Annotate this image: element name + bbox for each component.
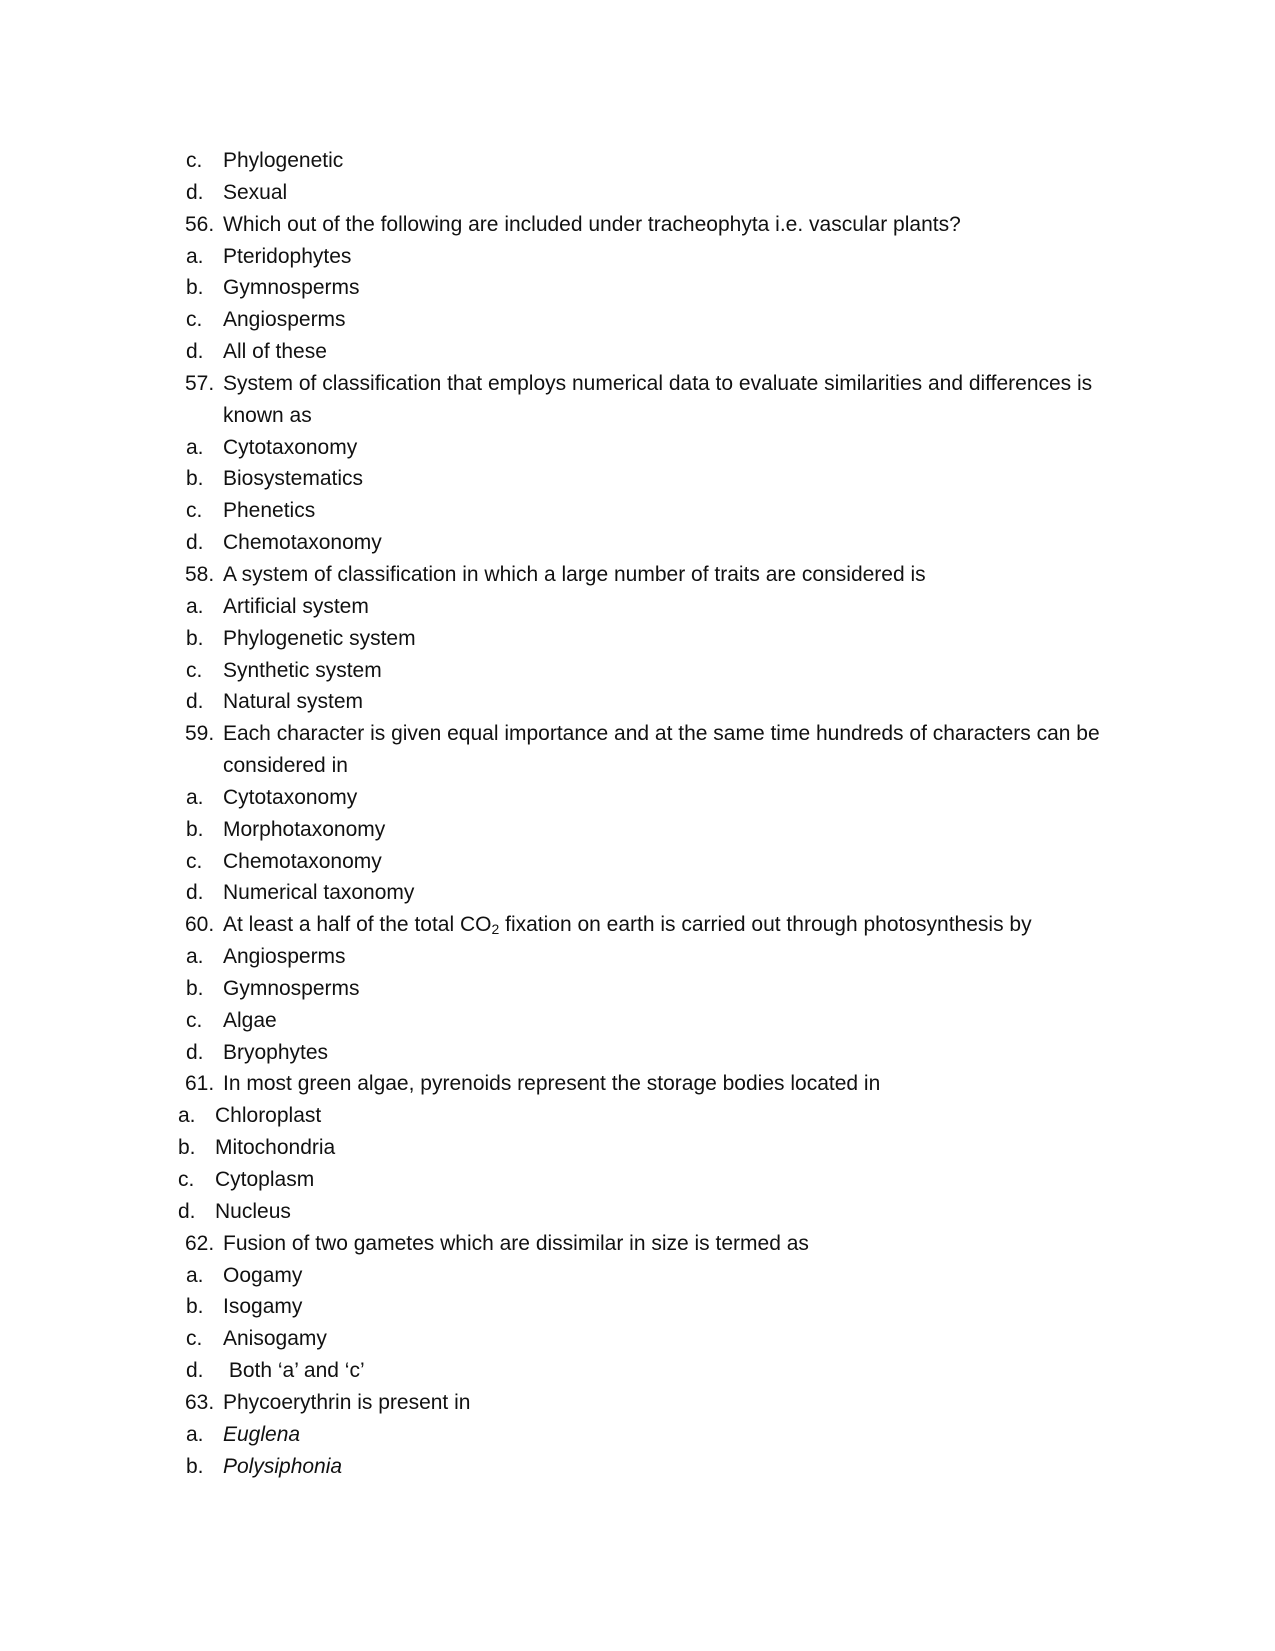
option-row xyxy=(0,1419,1275,1451)
option-row xyxy=(0,145,1275,177)
option-text: Natural system xyxy=(223,690,364,714)
option-text: Anisogamy xyxy=(223,1327,327,1351)
option-row xyxy=(0,336,1275,368)
option-marker: c. xyxy=(178,1168,195,1191)
question-text: Which out of the following are included under tracheophyta i.e. vascular plants? xyxy=(223,212,961,236)
option-text: Mitochondria xyxy=(215,1136,336,1160)
option-text: Oogamy xyxy=(223,1263,303,1287)
option-row xyxy=(0,1005,1275,1037)
option-marker: b. xyxy=(178,1136,196,1160)
option-marker: c. xyxy=(186,849,203,873)
option-row xyxy=(0,686,1275,718)
option-row xyxy=(0,1100,1275,1132)
option-marker: a. xyxy=(186,945,204,969)
option-row xyxy=(0,272,1275,304)
option-marker: c. xyxy=(186,149,203,172)
question-number: 61. xyxy=(185,1072,215,1096)
option-marker: a. xyxy=(186,785,204,809)
option-row xyxy=(0,241,1275,273)
question-number: 60. xyxy=(185,913,215,937)
option-marker: a. xyxy=(186,435,204,459)
option-marker: c. xyxy=(186,308,203,332)
option-row xyxy=(0,877,1275,909)
option-text: Sexual xyxy=(223,180,288,204)
question-text-start: At least a half of the total CO xyxy=(223,913,492,937)
option-text: Cytoplasm xyxy=(215,1168,315,1191)
question-text: Phycoerythrin is present in xyxy=(223,1390,471,1414)
option-text: Chemotaxonomy xyxy=(223,531,382,555)
question-continuation xyxy=(0,400,1275,432)
option-marker: c. xyxy=(186,1008,203,1032)
option-row xyxy=(0,495,1275,527)
option-marker: b. xyxy=(186,276,204,300)
question-number: 57. xyxy=(185,371,215,395)
option-text: Biosystematics xyxy=(223,467,364,491)
question-list xyxy=(0,145,1275,1482)
option-row xyxy=(0,814,1275,846)
option-text: Nucleus xyxy=(215,1199,291,1223)
question-61 xyxy=(0,1068,1275,1100)
option-text: Angiosperms xyxy=(223,308,346,332)
option-text: Morphotaxonomy xyxy=(223,817,386,841)
option-row xyxy=(0,1132,1275,1164)
option-text: Phenetics xyxy=(223,499,316,523)
option-marker: b. xyxy=(186,467,204,491)
option-marker: d. xyxy=(178,1199,196,1223)
option-text: Euglena xyxy=(223,1422,301,1446)
option-marker: a. xyxy=(178,1104,196,1128)
option-marker: d. xyxy=(186,531,204,555)
option-marker: d. xyxy=(186,1359,204,1383)
option-text: Cytotaxonomy xyxy=(223,785,358,809)
option-row xyxy=(0,1164,1275,1196)
question-number: 56. xyxy=(185,212,215,236)
question-text xyxy=(223,909,1032,941)
option-text: Isogamy xyxy=(223,1295,303,1319)
question-59 xyxy=(0,718,1275,750)
option-row xyxy=(0,655,1275,687)
option-text: Synthetic system xyxy=(223,658,382,682)
option-text: Gymnosperms xyxy=(223,976,360,1000)
question-number: 59. xyxy=(185,722,215,746)
question-text: known as xyxy=(223,403,312,427)
option-marker: c. xyxy=(186,658,203,682)
option-row xyxy=(0,1323,1275,1355)
option-row xyxy=(0,304,1275,336)
option-text: Bryophytes xyxy=(223,1040,329,1064)
option-marker: a. xyxy=(186,1422,204,1446)
co2-subscript: 2 xyxy=(491,921,500,938)
option-row xyxy=(0,177,1275,209)
option-row xyxy=(0,941,1275,973)
option-marker: d. xyxy=(186,690,204,714)
question-62 xyxy=(0,1228,1275,1260)
question-continuation xyxy=(0,750,1275,782)
option-marker: b. xyxy=(186,1454,204,1478)
option-marker: a. xyxy=(186,244,204,268)
option-row xyxy=(0,1291,1275,1323)
question-number: 63. xyxy=(185,1390,215,1414)
option-row xyxy=(0,973,1275,1005)
question-number: 62. xyxy=(185,1231,215,1255)
option-row xyxy=(0,782,1275,814)
option-row xyxy=(0,623,1275,655)
question-text: considered in xyxy=(223,754,348,778)
option-row xyxy=(0,1196,1275,1228)
option-text: Gymnosperms xyxy=(223,276,360,300)
option-marker: c. xyxy=(186,499,203,523)
question-57 xyxy=(0,368,1275,400)
question-63 xyxy=(0,1387,1275,1419)
option-row xyxy=(0,846,1275,878)
option-marker: b. xyxy=(186,626,204,650)
question-number: 58. xyxy=(185,562,215,586)
option-marker: b. xyxy=(186,1295,204,1319)
option-text: Phylogenetic system xyxy=(223,626,416,650)
option-text: Algae xyxy=(223,1008,277,1032)
option-text: Cytotaxonomy xyxy=(223,435,358,459)
option-text: Polysiphonia xyxy=(223,1454,343,1478)
option-marker: a. xyxy=(186,594,204,618)
option-text: Both ‘a’ and ‘c’ xyxy=(223,1359,365,1383)
question-text: A system of classification in which a large number of traits are considered is xyxy=(223,562,926,586)
option-text: Chemotaxonomy xyxy=(223,849,382,873)
question-60 xyxy=(0,909,1275,941)
option-row xyxy=(0,1037,1275,1069)
option-text: All of these xyxy=(223,340,327,364)
option-marker: c. xyxy=(186,1327,203,1351)
question-text: Fusion of two gametes which are dissimilar in size is termed as xyxy=(223,1231,809,1255)
option-marker: d. xyxy=(186,881,204,905)
option-marker: b. xyxy=(186,976,204,1000)
option-row xyxy=(0,432,1275,464)
option-row xyxy=(0,1260,1275,1292)
question-text: System of classification that employs numerical data to evaluate similarities and differences is xyxy=(223,371,1093,395)
question-58 xyxy=(0,559,1275,591)
option-marker: a. xyxy=(186,1263,204,1287)
option-row xyxy=(0,591,1275,623)
question-56 xyxy=(0,209,1275,241)
question-text: In most green algae, pyrenoids represent the storage bodies located in xyxy=(223,1072,881,1096)
option-marker: d. xyxy=(186,1040,204,1064)
option-text: Pteridophytes xyxy=(223,244,352,268)
option-text: Phylogenetic xyxy=(223,149,344,172)
question-text-end: fixation on earth is carried out through photosynthesis by xyxy=(499,913,1032,937)
option-marker: b. xyxy=(186,817,204,841)
option-marker: d. xyxy=(186,180,204,204)
option-text: Angiosperms xyxy=(223,945,346,969)
option-row xyxy=(0,1451,1275,1483)
option-marker: d. xyxy=(186,340,204,364)
option-row xyxy=(0,1355,1275,1387)
option-row xyxy=(0,527,1275,559)
question-text: Each character is given equal importance and at the same time hundreds of characters can be xyxy=(223,722,1100,746)
option-row xyxy=(0,463,1275,495)
option-text: Chloroplast xyxy=(215,1104,322,1128)
option-text: Artificial system xyxy=(223,594,369,618)
option-text: Numerical taxonomy xyxy=(223,881,415,905)
